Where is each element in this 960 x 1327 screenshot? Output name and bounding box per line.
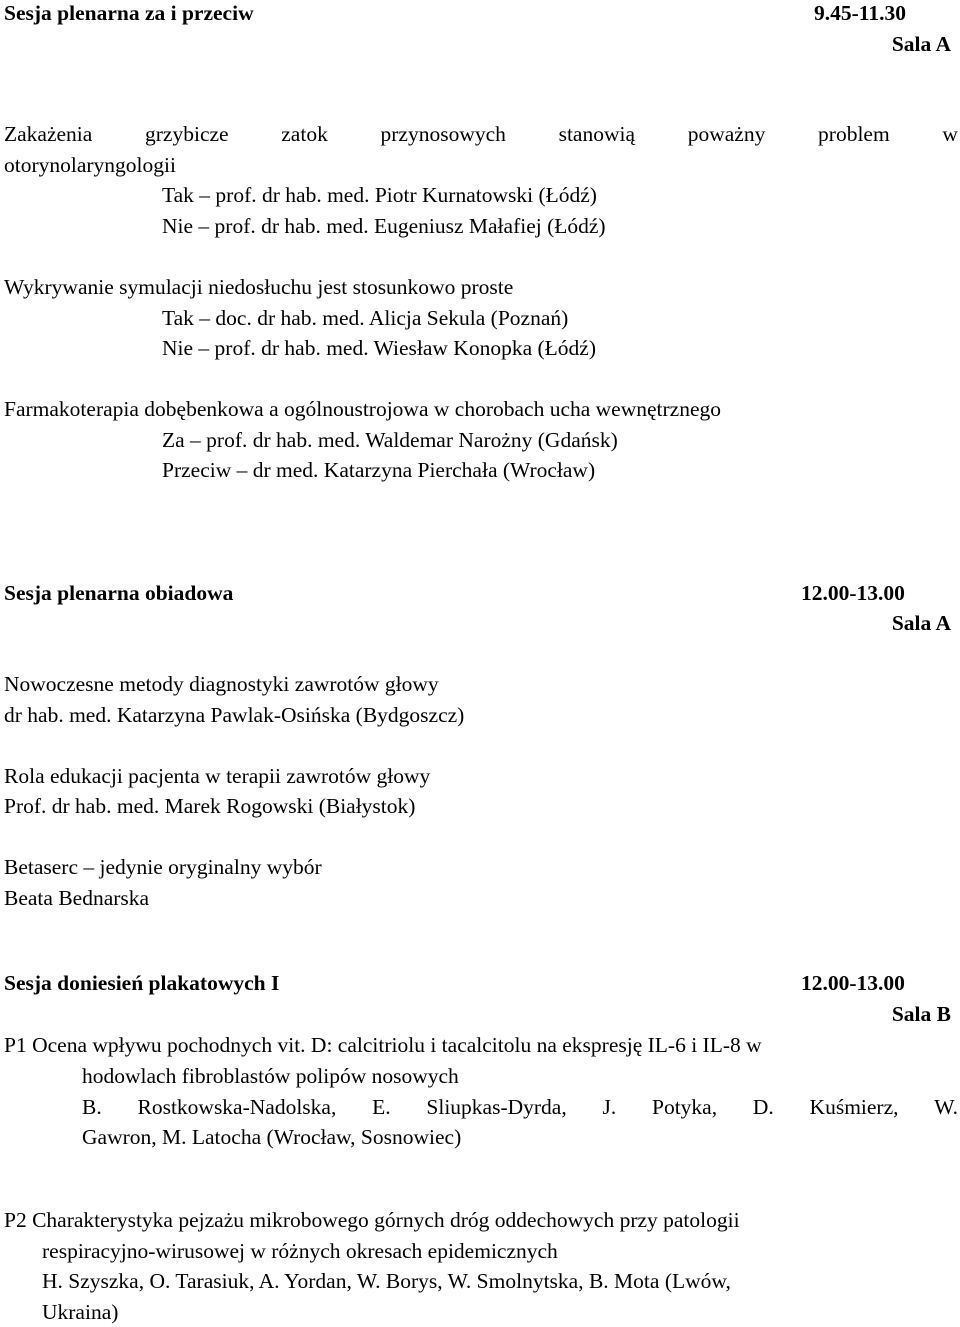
- poster-authors-continued: Gawron, M. Latocha (Wrocław, Sosnowiec): [82, 1125, 462, 1149]
- author-word: Rostkowska-Nadolska,: [137, 1095, 337, 1119]
- debate-topic: Wykrywanie symulacji niedosłuchu jest stosunkowo proste: [4, 275, 514, 299]
- talk-speaker: Prof. dr hab. med. Marek Rogowski (Białystok): [4, 794, 416, 818]
- topic-word: Zakażenia: [4, 122, 93, 146]
- session-room: Sala A: [891, 32, 951, 56]
- debate-pro: Za – prof. dr hab. med. Waldemar Narożny (Gdańsk): [162, 428, 618, 452]
- debate-topic: [4, 124, 958, 146]
- author-word: D.: [752, 1095, 774, 1119]
- talk-title: Rola edukacji pacjenta w terapii zawrotów głowy: [4, 764, 431, 788]
- session-title: Sesja plenarna za i przeciw: [4, 1, 254, 25]
- debate-pro: Tak – prof. dr hab. med. Piotr Kurnatowski (Łódź): [162, 183, 597, 207]
- debate-topic: Farmakoterapia dobębenkowa a ogólnoustrojowa w chorobach ucha wewnętrznego: [4, 397, 722, 421]
- talk-title: Nowoczesne metody diagnostyki zawrotów głowy: [4, 672, 439, 696]
- topic-word: przynosowych: [380, 122, 506, 146]
- debate-pro: Tak – doc. dr hab. med. Alicja Sekula (Poznań): [162, 306, 569, 330]
- session-time: 9.45-11.30: [814, 1, 906, 25]
- debate-con: Nie – prof. dr hab. med. Eugeniusz Małafiej (Łódź): [162, 214, 606, 238]
- talk-title: Betaserc – jedynie oryginalny wybór: [4, 855, 322, 879]
- poster-authors: H. Szyszka, O. Tarasiuk, A. Yordan, W. Borys, W. Smolnytska, B. Mota (Lwów,: [42, 1269, 731, 1293]
- topic-word: w: [942, 122, 958, 146]
- author-word: B.: [82, 1095, 102, 1119]
- poster-authors-continued: Ukraina): [42, 1300, 119, 1324]
- session-room: Sala B: [891, 1002, 951, 1026]
- topic-word: grzybicze: [145, 122, 229, 146]
- author-word: Potyka,: [652, 1095, 718, 1119]
- talk-speaker: dr hab. med. Katarzyna Pawlak-Osińska (Bydgoszcz): [4, 703, 465, 727]
- topic-word: problem: [818, 122, 890, 146]
- session-room: Sala A: [891, 611, 951, 635]
- debate-con: Przeciw – dr med. Katarzyna Pierchała (Wrocław): [162, 458, 596, 482]
- debate-topic-continued: otorynolaryngologii: [4, 153, 176, 177]
- session-time: 12.00-13.00: [801, 581, 905, 605]
- topic-word: zatok: [281, 122, 328, 146]
- author-word: W.: [934, 1095, 958, 1119]
- talk-speaker: Beata Bednarska: [4, 886, 150, 910]
- author-word: Kuśmierz,: [809, 1095, 899, 1119]
- session-time: 12.00-13.00: [801, 971, 905, 995]
- poster-authors: [82, 1097, 958, 1119]
- poster-title-continued: hodowlach fibroblastów polipów nosowych: [82, 1064, 459, 1088]
- session-title: Sesja doniesień plakatowych I: [4, 971, 280, 995]
- poster-title: P2 Charakterystyka pejzażu mikrobowego górnych dróg oddechowych przy patologii: [4, 1208, 740, 1232]
- author-word: E.: [372, 1095, 391, 1119]
- author-word: Sliupkas-Dyrda,: [426, 1095, 567, 1119]
- poster-title: P1 Ocena wpływu pochodnych vit. D: calcitriolu i tacalcitolu na ekspresję IL-6 i IL-8 w: [4, 1033, 762, 1057]
- author-word: J.: [602, 1095, 617, 1119]
- session-title: Sesja plenarna obiadowa: [4, 581, 234, 605]
- topic-word: poważny: [687, 122, 766, 146]
- poster-title-continued: respiracyjno-wirusowej w różnych okresach epidemicznych: [42, 1239, 558, 1263]
- topic-word: stanowią: [558, 122, 636, 146]
- debate-con: Nie – prof. dr hab. med. Wiesław Konopka (Łódź): [162, 336, 596, 360]
